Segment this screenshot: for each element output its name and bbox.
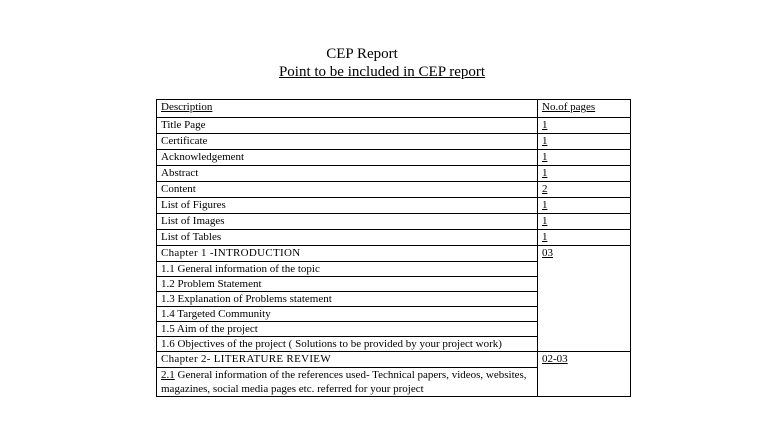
chapter-2-item-text: General information of the references used- Technical papers, videos, websites, magazines, social media pages etc. referred for your project (161, 369, 527, 395)
pages-header: No.of pages (538, 100, 631, 118)
row-pages: 1 (538, 134, 631, 150)
row-pages: 2 (538, 182, 631, 198)
chapter-1-heading-row (157, 246, 631, 262)
chapter-1-item: 1.2 Problem Statement (157, 277, 538, 292)
table-row (157, 182, 631, 198)
row-description: List of Figures (157, 198, 538, 214)
chapter-1-item: 1.6 Objectives of the project ( Solutions to be provided by your project work) (157, 337, 538, 352)
table-row (157, 166, 631, 182)
table-row (157, 198, 631, 214)
chapter-1-item: 1.5 Aim of the project (157, 322, 538, 337)
report-contents-table (156, 99, 631, 397)
row-description: List of Tables (157, 230, 538, 246)
row-description: Certificate (157, 134, 538, 150)
table-row (157, 134, 631, 150)
chapter-2-heading-row (157, 352, 631, 368)
table-row (157, 214, 631, 230)
chapter-1-heading: Chapter 1 -INTRODUCTION (157, 246, 538, 262)
table-row (157, 150, 631, 166)
chapter-1-item: 1.3 Explanation of Problems statement (157, 292, 538, 307)
table-row (157, 230, 631, 246)
chapter-2-item (157, 368, 538, 397)
chapter-2-item-number: 2.1 (161, 369, 175, 381)
row-description: Content (157, 182, 538, 198)
document-title: CEP Report (326, 46, 398, 62)
row-pages: 1 (538, 230, 631, 246)
row-pages: 1 (538, 150, 631, 166)
row-pages: 1 (538, 198, 631, 214)
row-description: Abstract (157, 166, 538, 182)
chapter-1-item: 1.1 General information of the topic (157, 262, 538, 277)
row-pages: 1 (538, 118, 631, 134)
table-header-row (157, 100, 631, 118)
row-pages: 1 (538, 166, 631, 182)
row-description: List of Images (157, 214, 538, 230)
document-subtitle: Point to be included in CEP report (278, 64, 486, 80)
chapter-2-heading: Chapter 2- LITERATURE REVIEW (157, 352, 538, 368)
table-row (157, 118, 631, 134)
chapter-1-pages: 03 (538, 246, 631, 352)
chapter-2-pages: 02-03 (538, 352, 631, 397)
row-pages: 1 (538, 214, 631, 230)
chapter-1-item: 1.4 Targeted Community (157, 307, 538, 322)
row-description: Title Page (157, 118, 538, 134)
description-header: Description (157, 100, 538, 118)
row-description: Acknowledgement (157, 150, 538, 166)
